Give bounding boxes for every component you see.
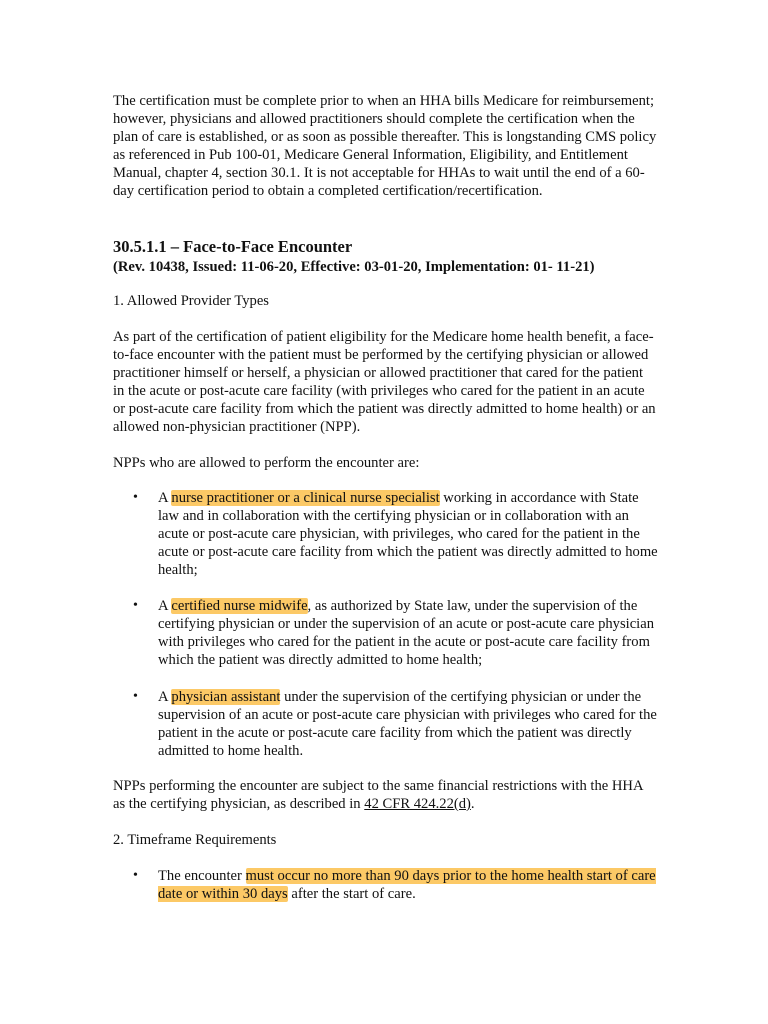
highlighted-text: certified nurse midwife: [171, 598, 308, 614]
list-item: [158, 688, 658, 760]
bullet-prefix: A: [158, 490, 172, 506]
intro-paragraph: The certification must be complete prior to when an HHA bills Medicare for reimbursement; however, physicians and allowed practitioners should complete the certification when the plan of care is established, or as soon as possible thereafter. This is longstanding CMS policy as referenced in Pub 100-01, Medicare General Information, Eligibility, and Entitlement Manual, chapter 4, section 30.1. It is not acceptable for HHAs to wait until the end of a 60-day certification period to obtain a completed certification/recertification.: [113, 93, 657, 199]
bullet-body: , as authorized by State law, under the supervision of the certifying physician or under the supervision of an acute or post-acute care physician with privileges who cared for the patient in the acute or post-acute care facility from which the patient was directly admitted to home health;: [158, 598, 655, 668]
allowed-provider-types-heading: 1. Allowed Provider Types: [113, 293, 269, 309]
bullet-body: working in accordance with State law and in collaboration with the certifying physician or in collaboration with an acute or post-acute care physician, with privileges, who cared for the patient in the acute or post-acute care facility from which the patient was directly admitted to home health;: [158, 490, 658, 578]
list-item: [158, 597, 658, 669]
cfr-link[interactable]: 42 CFR 424.22(d): [364, 796, 471, 812]
restrictions-text: NPPs performing the encounter are subject to the same financial restrictions with the HHA as the certifying physician, as described in: [113, 778, 643, 812]
npp-intro: NPPs who are allowed to perform the encounter are:: [113, 455, 420, 471]
bullet-prefix: The encounter: [158, 868, 246, 884]
npp-restrictions-paragraph: [113, 777, 658, 813]
restrictions-end: .: [470, 796, 475, 812]
bullet-body: after the start of care.: [287, 886, 416, 902]
bullet-icon: •: [133, 689, 138, 704]
bullet-icon: •: [133, 598, 138, 613]
section-revision: (Rev. 10438, Issued: 11-06-20, Effective: 03-01-20, Implementation: 01- 11-21): [113, 259, 595, 275]
bullet-prefix: A: [158, 598, 172, 614]
list-item: [158, 489, 658, 579]
bullet-icon: •: [133, 490, 138, 505]
timeframe-requirements-heading: 2. Timeframe Requirements: [113, 832, 277, 848]
highlighted-text: must occur no more than 90 days prior to the home health start of care date or within 30 days: [158, 868, 656, 902]
section-title: 30.5.1.1 – Face-to-Face Encounter: [113, 237, 353, 256]
bullet-prefix: A: [158, 689, 172, 705]
eligibility-paragraph: As part of the certification of patient eligibility for the Medicare home health benefit, a face-to-face encounter with the patient must be performed by the certifying physician or allowed practitioner himself or herself, a physician or allowed practitioner that cared for the patient in the acute or post-acute care facility (with privileges who cared for the patient in an acute or post-acute care facility from which the patient was directly admitted to home health) or an allowed non-physician practitioner (NPP).: [113, 329, 656, 435]
highlighted-text: nurse practitioner or a clinical nurse specialist: [171, 490, 440, 506]
bullet-icon: •: [133, 868, 138, 883]
bullet-body: under the supervision of the certifying physician or under the supervision of an acute or post-acute care physician with privileges who cared for the patient in the acute or post-acute care facility from which the patient was directly admitted to home health.: [158, 689, 657, 759]
list-item: [158, 867, 658, 903]
highlighted-text: physician assistant: [171, 689, 281, 705]
